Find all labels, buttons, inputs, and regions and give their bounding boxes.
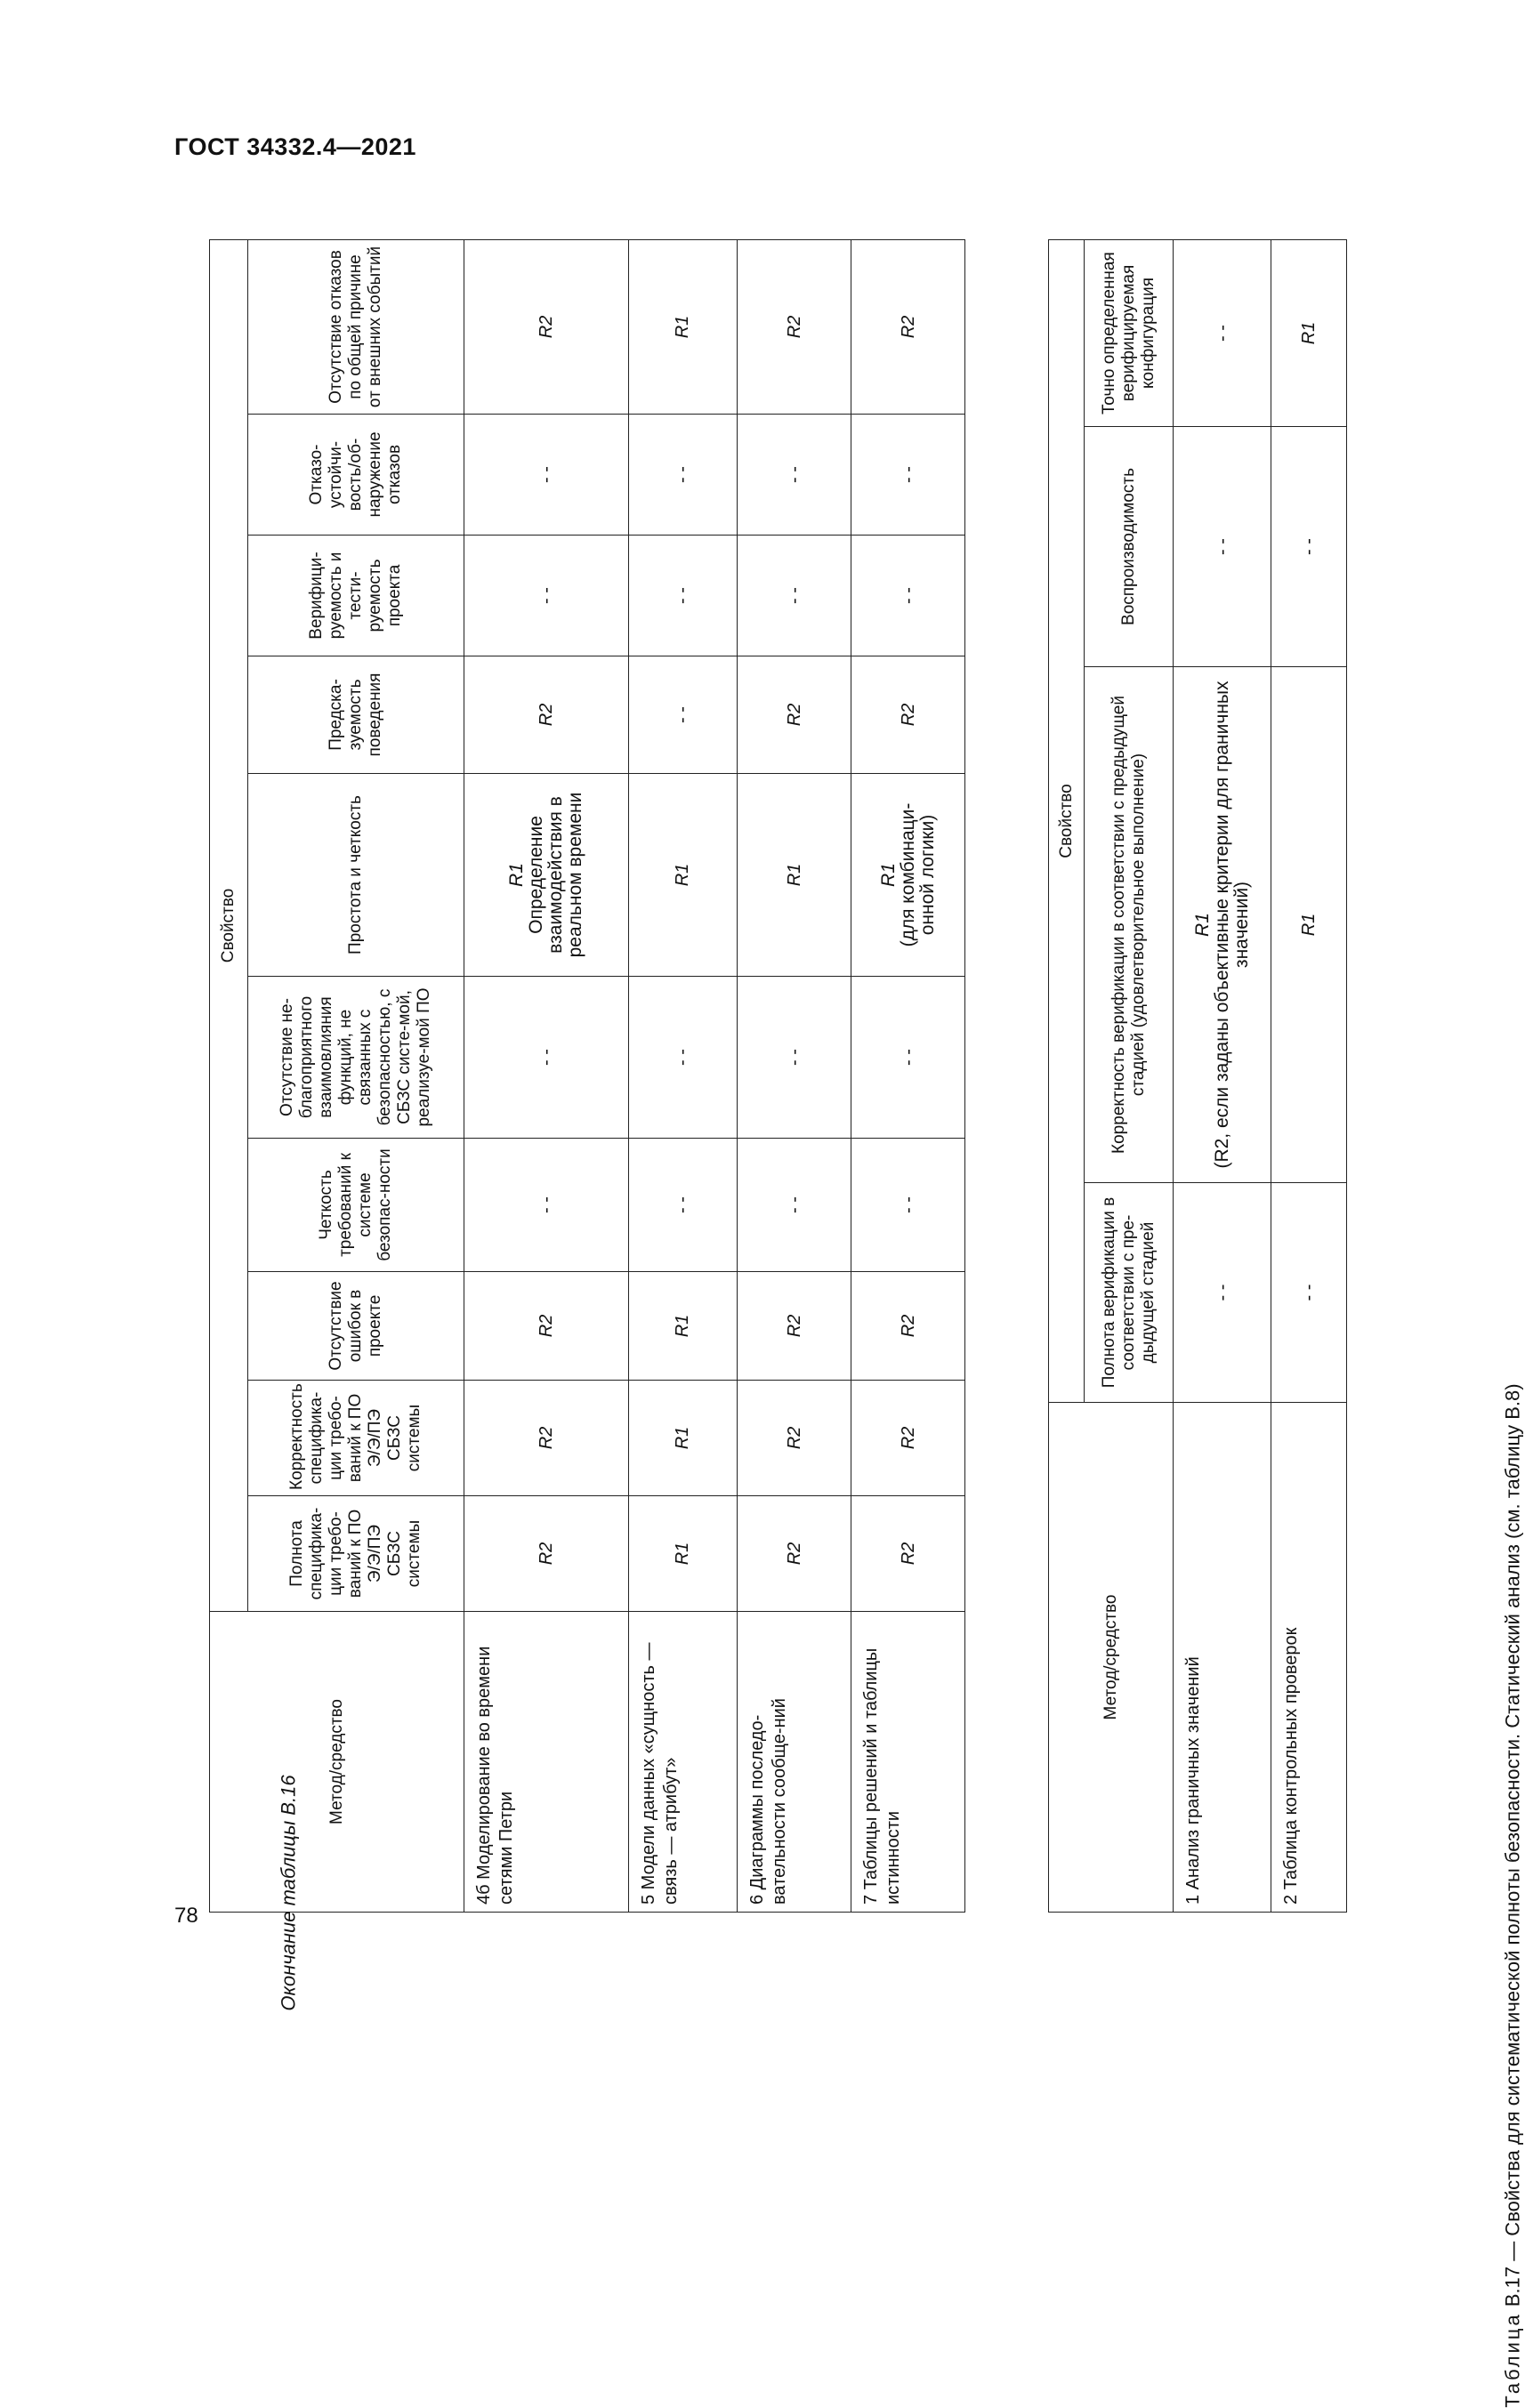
t1-r2-v3: - - [738, 1139, 851, 1272]
t2-col-2: Воспроизводимость [1085, 427, 1174, 667]
table-row [1271, 240, 1347, 1913]
t1-col-5: Простота и четкость [247, 774, 464, 977]
t1-col-4: Отсутствие не-благоприятного взаимовлияния функций, не связанных с безопасностью, с СБЗС систе-мой, реализуе-мой ПО [247, 977, 464, 1139]
t1-r1-v1: R1 [628, 1381, 738, 1496]
t1-col-3: Четкость требований к системе безопас-ности [247, 1139, 464, 1272]
table2-caption-text: В.17 — Свойства для систематической полноты безопасности. Статический анализ (см. таблицу В.8) [1501, 1383, 1524, 2307]
table1-wrapper [209, 240, 965, 1913]
table-row [738, 239, 851, 1912]
t2-r1-v0: - - [1271, 1183, 1347, 1403]
t1-r1-v2: R1 [628, 1272, 738, 1381]
table1-property-header: Свойство [210, 239, 248, 1611]
t1-r3-v4: - - [851, 977, 965, 1139]
t1-r0-v8: - - [464, 415, 628, 536]
t2-r0-v2: - - [1174, 427, 1271, 667]
t1-r2-v6: R2 [738, 656, 851, 774]
t1-r0-v2: R2 [464, 1272, 628, 1381]
t1-r3-v6: R2 [851, 656, 965, 774]
t1-r0-v6: R2 [464, 656, 628, 774]
t1-col-6: Предска-зуемость поведения [247, 656, 464, 774]
t1-col-2: Отсутствие ошибок в проекте [247, 1272, 464, 1381]
t1-col-8: Отказо-устойчи-вость/об-наружение отказов [247, 415, 464, 536]
table-row [851, 239, 965, 1912]
table2 [1048, 239, 1347, 1913]
t1-r0-v5-val: R1 [505, 863, 527, 887]
t1-r3-v8: - - [851, 415, 965, 536]
t2-r1-v1: R1 [1271, 667, 1347, 1183]
table1-method-header: Метод/средство [210, 1612, 464, 1913]
t1-r0-v1: R2 [464, 1381, 628, 1496]
t1-col-1: Корректность специфика-ции требо-ваний к ПО Э/Э/ПЭ СБЗС системы [247, 1381, 464, 1496]
t1-col-9: Отсутствие отказов по общей причине от внешних событий [247, 239, 464, 414]
table1 [209, 239, 965, 1913]
table2-caption-prefix: Таблица [1501, 2312, 1524, 2408]
t1-r1-v7: - - [628, 536, 738, 656]
t1-r1-v4: - - [628, 977, 738, 1139]
t1-r0-v0: R2 [464, 1496, 628, 1612]
t2-r0-v3: - - [1174, 240, 1271, 427]
t1-r0-v4: - - [464, 977, 628, 1139]
t1-r1-v8: - - [628, 415, 738, 536]
t1-r2-v1: R2 [738, 1381, 851, 1496]
t1-r3-method: 7 Таблицы решений и таблицы истинности [851, 1612, 965, 1913]
t1-r0-v7: - - [464, 536, 628, 656]
document-header: ГОСТ 34332.4—2021 [174, 133, 416, 160]
table-row [1174, 240, 1271, 1913]
t1-r1-v9: R1 [628, 239, 738, 414]
table2-wrapper [1048, 240, 1346, 1913]
t1-r0-method: 4б Моделирование во времени сетями Петри [464, 1612, 628, 1913]
t1-r2-v4: - - [738, 977, 851, 1139]
t1-r3-note: (для комбинаци-онной логики) [897, 802, 938, 947]
t1-r1-v6: - - [628, 656, 738, 774]
t1-r1-v0: R1 [628, 1496, 738, 1612]
t1-col-7: Верифици-руемость и тести-руемость проекта [247, 536, 464, 656]
t2-r0-v1-val: R1 [1191, 913, 1213, 937]
table-row [628, 239, 738, 1912]
t1-r3-v9: R2 [851, 239, 965, 414]
t1-r3-v0: R2 [851, 1496, 965, 1612]
page-number: 78 [174, 1904, 198, 1928]
t2-r0-note: (R2, если заданы объективные критерии для граничных значений) [1211, 681, 1252, 1169]
t1-r0-v9: R2 [464, 239, 628, 414]
t2-r0-method: 1 Анализ граничных значений [1174, 1403, 1271, 1913]
table2-property-header: Свойство [1049, 240, 1085, 1403]
t1-r2-v0: R2 [738, 1496, 851, 1612]
t2-r1-v3: R1 [1271, 240, 1347, 427]
t1-r1-v5: R1 [628, 774, 738, 977]
t2-col-3: Точно определенная верифицируемая конфигурация [1085, 240, 1174, 427]
table-row [464, 239, 628, 1912]
t1-r0-note: Определение взаимодействия в реальном времени [525, 792, 585, 958]
t2-r1-v2: - - [1271, 427, 1347, 667]
t2-r0-v0: - - [1174, 1183, 1271, 1403]
t1-r3-v7: - - [851, 536, 965, 656]
t2-col-1: Корректность верификации в соответствии с предыдущей стадией (удовлетворительное выполнение) [1085, 667, 1174, 1183]
t1-r1-method: 5 Модели данных «сущность — связь — атрибут» [628, 1612, 738, 1913]
t1-r3-v5 [851, 774, 965, 977]
table2-caption [1502, 1383, 1525, 2407]
table1-caption: Окончание таблицы В.16 [277, 1775, 300, 2011]
t1-r2-v9: R2 [738, 239, 851, 414]
t1-r3-v1: R2 [851, 1381, 965, 1496]
t2-r0-v1 [1174, 667, 1271, 1183]
t1-r2-v7: - - [738, 536, 851, 656]
t1-r2-v8: - - [738, 415, 851, 536]
t1-r2-v5: R1 [738, 774, 851, 977]
t1-col-0: Полнота специфика-ции требо-ваний к ПО Э/Э/ПЭ СБЗС системы [247, 1496, 464, 1612]
t1-r1-v3: - - [628, 1139, 738, 1272]
t1-r0-v5 [464, 774, 628, 977]
t2-col-0: Полнота верификации в соответствии с пре-дыдущей стадией [1085, 1183, 1174, 1403]
t1-r0-v3: - - [464, 1139, 628, 1272]
t1-r3-v3: - - [851, 1139, 965, 1272]
table2-method-header: Метод/средство [1049, 1403, 1174, 1913]
t1-r2-v2: R2 [738, 1272, 851, 1381]
t1-r3-v2: R2 [851, 1272, 965, 1381]
t2-r1-method: 2 Таблица контрольных проверок [1271, 1403, 1347, 1913]
t1-r2-method: 6 Диаграммы последо-вательности сообще-ний [738, 1612, 851, 1913]
t1-r3-v5-val: R1 [877, 863, 899, 887]
